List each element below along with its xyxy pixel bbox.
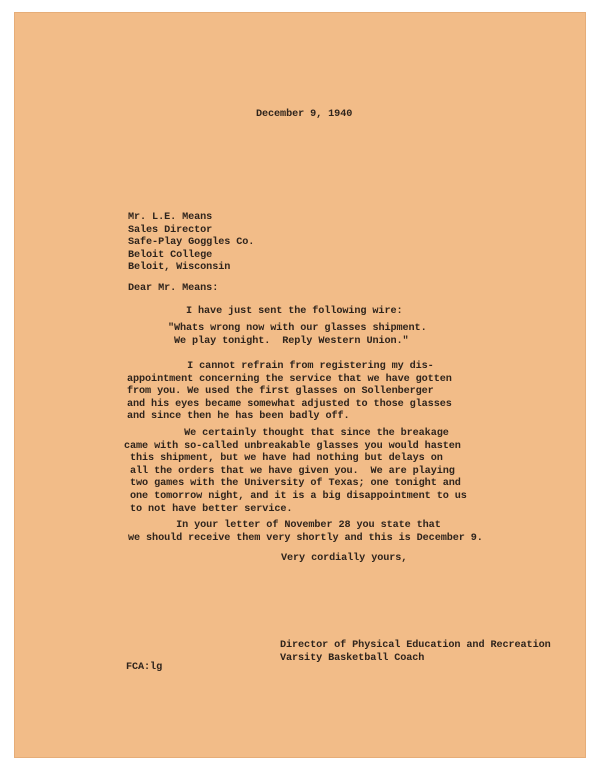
paragraph-line: and since then he has been badly off. (127, 411, 350, 423)
wire-line: "Whats wrong now with our glasses shipment. (168, 323, 427, 334)
address-line: Beloit College (128, 249, 213, 261)
paragraph-line: came with so-called unbreakable glasses you would hasten (124, 440, 461, 452)
paragraph-line: one tomorrow night, and it is a big disappointment to us (124, 490, 467, 502)
paragraph-line: two games with the University of Texas; one tonight and (124, 478, 461, 490)
paragraph-line: and his eyes became somewhat adjusted to those glasses (127, 398, 452, 410)
typist-initials: FCA:lg (126, 662, 163, 673)
paragraph-line: we should receive them very shortly and this is December 9. (128, 532, 483, 544)
wire-quote (168, 323, 427, 348)
paragraph-line: all the orders that we have given you. We are playing (124, 465, 455, 477)
address-line: Beloit, Wisconsin (128, 262, 231, 274)
complimentary-close: Very cordially yours, (281, 553, 408, 564)
address-line: Mr. L.E. Means (128, 212, 213, 223)
intro-paragraph: I have just sent the following wire: (186, 306, 403, 317)
address-line: Safe-Play Goggles Co. (128, 237, 255, 249)
paragraph-line: We certainly thought that since the breakage (124, 428, 449, 439)
paragraph-line: from you. We used the first glasses on Sollenberger (127, 386, 434, 398)
paragraph-line: I cannot refrain from registering my dis- (187, 361, 434, 372)
body-paragraph-3 (124, 428, 467, 516)
salutation: Dear Mr. Means: (128, 283, 219, 294)
paragraph-line: this shipment, but we have had nothing but delays on (124, 453, 443, 465)
paragraph-line: to not have better service. (124, 503, 293, 515)
recipient-address (128, 212, 254, 275)
body-paragraph-2 (127, 361, 452, 424)
address-line: Sales Director (128, 224, 213, 236)
paragraph-line: In your letter of November 28 you state that (128, 520, 441, 531)
paragraph-line: appointment concerning the service that we have gotten (127, 373, 452, 385)
body-paragraph-4 (128, 520, 483, 545)
signature-line: Varsity Basketball Coach (280, 652, 425, 664)
wire-line: We play tonight. Reply Western Union." (168, 335, 409, 347)
letter-date: December 9, 1940 (256, 109, 353, 120)
signature-line: Director of Physical Education and Recreation (280, 640, 551, 651)
signature-title (280, 640, 551, 665)
